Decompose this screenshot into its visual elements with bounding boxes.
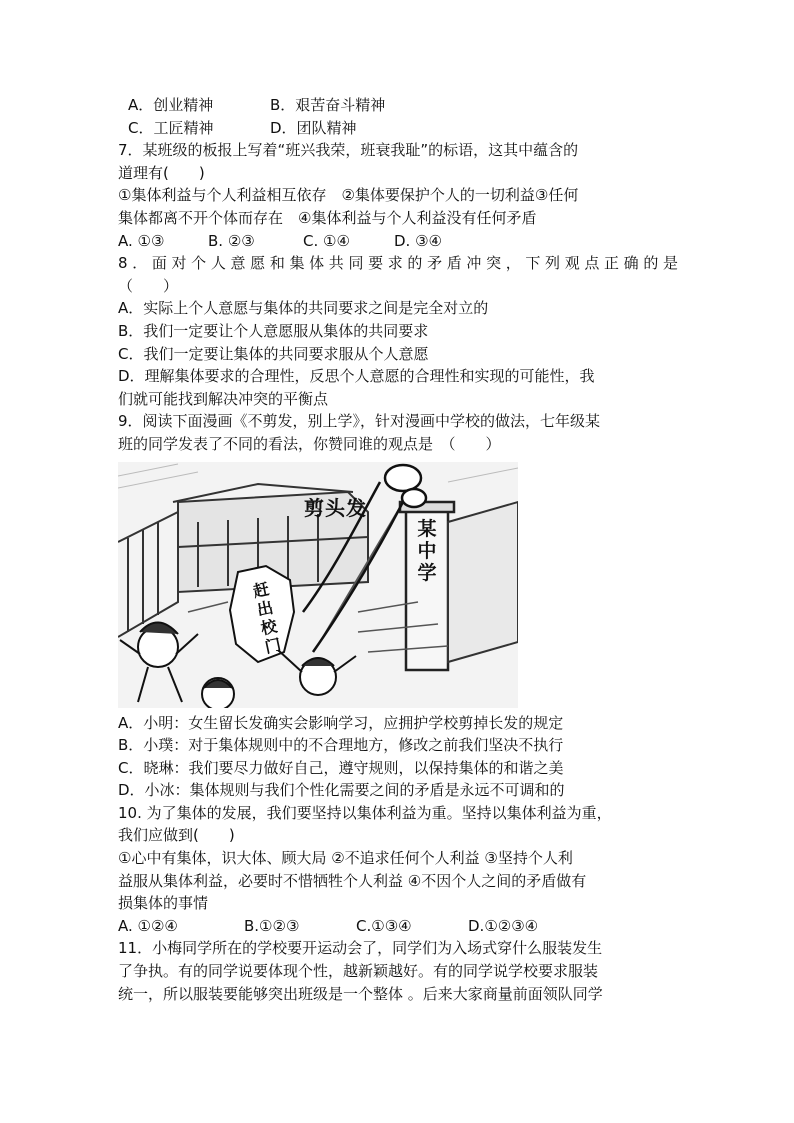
q8-option-c: C．我们一定要让集体的共同要求服从个人意愿 <box>118 344 429 363</box>
q10-stem-line-2: 我们应做到( ) <box>118 826 235 845</box>
q8-option-d-line-1: D．理解集体要求的合理性，反思个人意愿的合理性和实现的可能性，我 <box>118 367 595 386</box>
q8-option-b: B．我们一定要让个人意愿服从集体的共同要求 <box>118 321 429 340</box>
cartoon-girl-bottom <box>202 678 234 708</box>
q7-stem-line-1: 7．某班级的板报上写着“班兴我荣，班衰我耻”的标语，这其中蕴含的 <box>118 141 579 160</box>
q11-line-1: 11．小梅同学所在的学校要开运动会了，同学们为入场式穿什么服装发生 <box>118 939 603 958</box>
q10-option-b: B.①②③ <box>244 916 300 935</box>
q8-stem-line-1: 8．面对个人意愿和集体共同要求的矛盾冲突，下列观点正确的是 <box>118 254 678 273</box>
q8-option-d-line-2: 们就可能找到解决冲突的平衡点 <box>118 389 329 408</box>
cartoon-label-expel: 赶出校门 <box>251 578 283 657</box>
q6-options-row-2 <box>118 117 678 140</box>
q6-option-d: D．团队精神 <box>270 118 357 137</box>
q10-options <box>118 915 678 938</box>
cartoon-label-cut-hair: 剪头发 <box>304 495 367 520</box>
q7-item-line-1: ①集体利益与个人利益相互依存 ②集体要保护个人的一切利益③任何 <box>118 186 579 205</box>
q9-stem-line-1: 9．阅读下面漫画《不剪发，别上学》，针对漫画中学校的做法，七年级某 <box>118 412 601 431</box>
q11-line-2: 了争执。有的同学说要体现个性，越新颖越好。有的同学说学校要求服装 <box>118 962 599 981</box>
q9-option-b: B．小璞：对于集体规则中的不合理地方，修改之前我们坚决不执行 <box>118 736 564 755</box>
q6-options-row-1 <box>118 94 678 117</box>
q9-option-d: D．小冰：集体规则与我们个性化需要之间的矛盾是永远不可调和的 <box>118 781 565 800</box>
q10-item-line-3: 损集体的事情 <box>118 894 209 913</box>
q7-option-a: A. ①③ <box>118 231 165 250</box>
q8-stem-line-2: （ ） <box>118 276 179 295</box>
q9-option-c: C．晓琳：我们要尽力做好自己，遵守规则，以保持集体的和谐之美 <box>118 758 564 777</box>
q10-item-line-1: ①心中有集体，识大体、顾大局 ②不追求任何个人利益 ③坚持个人利 <box>118 849 573 868</box>
exam-page <box>118 94 678 1005</box>
q7-option-c: C. ①④ <box>303 231 350 250</box>
q6-option-b: B．艰苦奋斗精神 <box>270 96 386 114</box>
q7-item-line-2: 集体都离不开个体而存在 ④集体利益与个人利益没有任何矛盾 <box>118 208 537 227</box>
cartoon-sky-hatch <box>118 464 518 488</box>
q10-item-line-2: 益服从集体利益，必要时不惜牺牲个人利益 ④不因个人之间的矛盾做有 <box>118 871 587 890</box>
q7-option-b: B. ②③ <box>208 231 255 250</box>
cartoon-label-school: 某中学 <box>417 517 437 584</box>
q9-stem-line-2: 班的同学发表了不同的看法，你赞同谁的观点是 （ ） <box>118 434 501 453</box>
q8-option-a: A．实际上个人意愿与集体的共同要求之间是完全对立的 <box>118 299 489 318</box>
cartoon-girl-left <box>120 622 198 702</box>
q10-option-d: D.①②③④ <box>468 916 539 935</box>
q7-options <box>118 230 678 253</box>
cartoon-girl-front <box>278 650 356 695</box>
q9-option-a: A．小明：女生留长发确实会影响学习，应拥护学校剪掉长发的规定 <box>118 713 564 732</box>
q10-stem-line-1: 10. 为了集体的发展，我们要坚持以集体利益为重。坚持以集体利益为重， <box>118 803 612 822</box>
q6-option-a: A．创业精神 <box>128 96 214 114</box>
q9-cartoon <box>118 462 518 708</box>
cartoon-right-wall <box>448 502 518 662</box>
q10-option-a: A. ①②④ <box>118 916 178 935</box>
q7-option-d: D. ③④ <box>394 231 442 250</box>
q10-option-c: C.①③④ <box>356 916 412 935</box>
q11-line-3: 统一，所以服装要能够突出班级是一个整体 。后来大家商量前面领队同学 <box>118 984 603 1003</box>
cartoon-left-railing <box>118 512 178 637</box>
q6-option-c: C．工匠精神 <box>128 118 214 137</box>
q7-stem-line-2: 道理有( ) <box>118 163 205 182</box>
